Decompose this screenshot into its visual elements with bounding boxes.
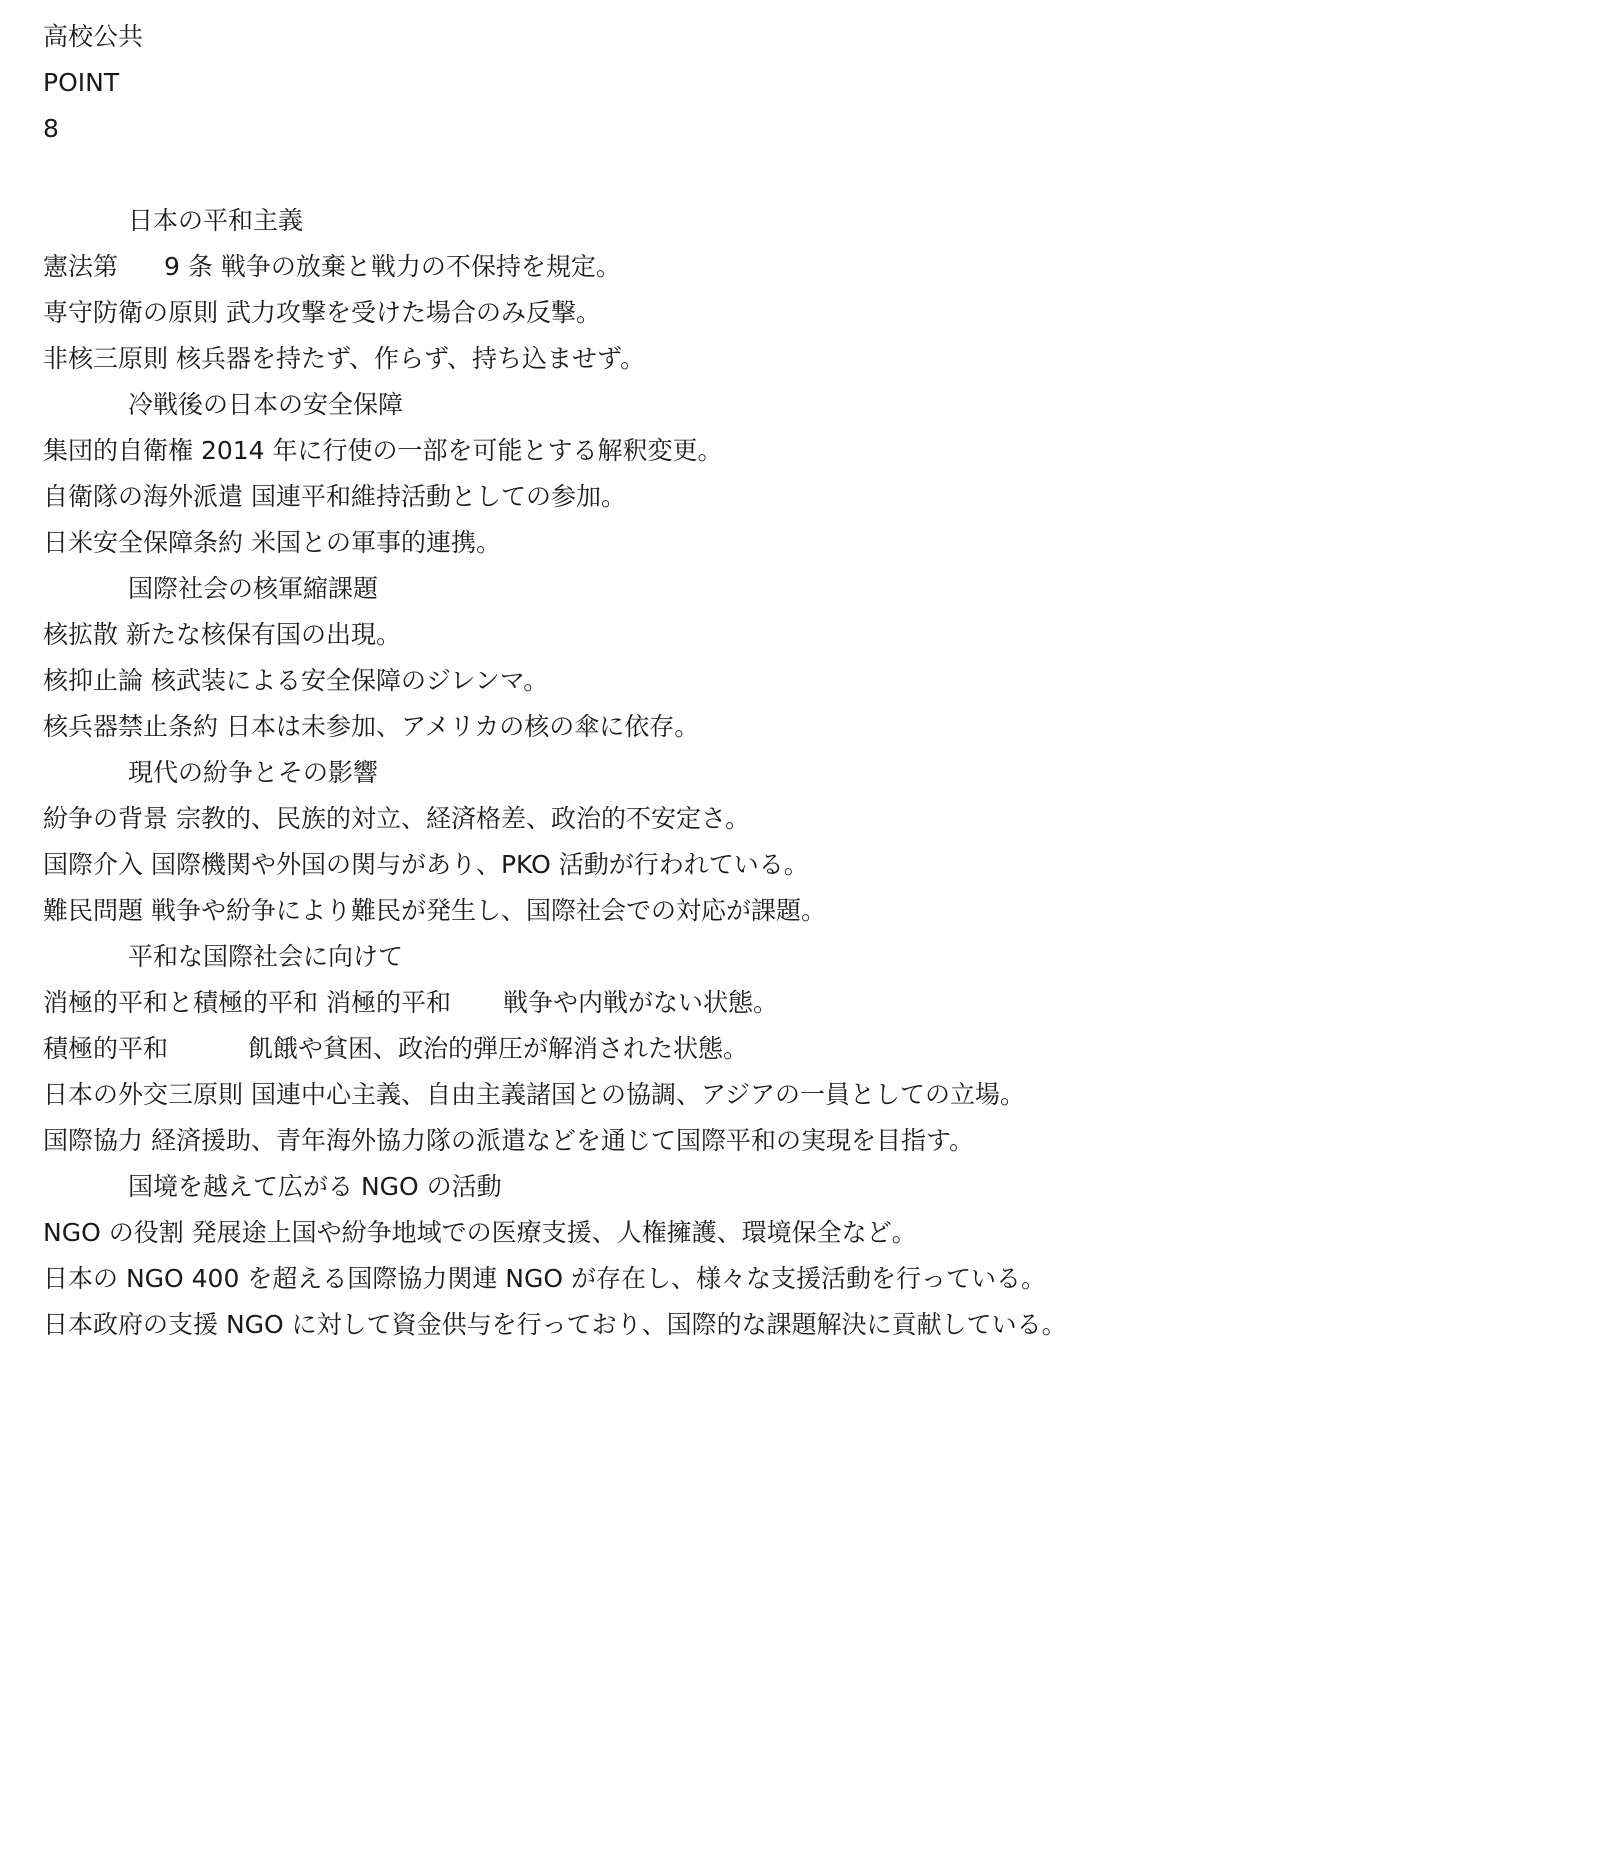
section-heading: 国境を越えて広がる NGO の活動: [128, 1172, 502, 1201]
item-term: 国際介入: [43, 850, 144, 879]
item-term: 集団的自衛権: [43, 436, 194, 465]
item-desc: 米国との軍事的連携。: [250, 528, 501, 557]
list-item: [43, 1302, 1563, 1348]
item-term: 非核三原則: [43, 344, 169, 373]
section-heading: 日本の平和主義: [128, 206, 304, 235]
blank-line: [43, 152, 1563, 198]
subject-label: 高校公共: [43, 22, 144, 51]
item-term: 9 条: [164, 252, 213, 281]
list-item: [43, 474, 1563, 520]
item-term: 日米安全保障条約: [43, 528, 244, 557]
section-heading: 冷戦後の日本の安全保障: [128, 390, 404, 419]
list-item: [43, 704, 1563, 750]
item-desc: 国連中心主義、自由主義諸国との協調、アジアの一員としての立場。: [250, 1080, 1025, 1109]
item-desc: 核武装による安全保障のジレンマ。: [150, 666, 549, 695]
item-term: 核兵器禁止条約: [43, 712, 219, 741]
item-term: 難民問題: [43, 896, 144, 925]
item-term: 核拡散: [43, 620, 119, 649]
item-desc: 日本は未参加、アメリカの核の傘に依存。: [225, 712, 700, 741]
list-item: [43, 1026, 1563, 1072]
list-item: [43, 796, 1563, 842]
item-desc: 400 を超える国際協力関連 NGO が存在し、様々な支援活動を行っている。: [191, 1264, 1046, 1293]
list-item: [43, 842, 1563, 888]
item-term: 専守防衛の原則: [43, 298, 219, 327]
list-item: [43, 336, 1563, 382]
item-desc: 戦争の放棄と戦力の不保持を規定。: [220, 252, 621, 281]
item-desc: NGO に対して資金供与を行っており、国際的な課題解決に貢献している。: [225, 1310, 1067, 1339]
item-desc: 経済援助、青年海外協力隊の派遣などを通じて国際平和の実現を目指す。: [150, 1126, 974, 1155]
item-desc: 国連平和維持活動としての参加。: [250, 482, 626, 511]
item-desc: 新たな核保有国の出現。: [125, 620, 401, 649]
list-item: [43, 1118, 1563, 1164]
point-label: POINT: [43, 68, 120, 97]
item-term: 憲法第: [43, 252, 119, 281]
list-item: [43, 244, 1563, 290]
item-desc: 2014 年に行使の一部を可能とする解釈変更。: [200, 436, 723, 465]
list-item: [43, 1210, 1563, 1256]
item-desc: 国際機関や外国の関与があり、PKO 活動が行われている。: [150, 850, 809, 879]
list-item: [43, 658, 1563, 704]
list-item: [43, 290, 1563, 336]
item-term: 積極的平和: [43, 1034, 169, 1063]
item-term: 日本政府の支援: [43, 1310, 219, 1339]
list-item: [43, 1256, 1563, 1302]
item-desc: 発展途上国や紛争地域での医療支援、人権擁護、環境保全など。: [191, 1218, 917, 1247]
list-item: [43, 888, 1563, 934]
list-item: [43, 1072, 1563, 1118]
item-desc: 武力攻撃を受けた場合のみ反撃。: [225, 298, 601, 327]
item-term: 日本の外交三原則: [43, 1080, 244, 1109]
point-number: 8: [43, 114, 59, 143]
list-item: [43, 980, 1563, 1026]
section-heading: 平和な国際社会に向けて: [128, 942, 404, 971]
section-heading: 国際社会の核軍縮課題: [128, 574, 379, 603]
item-term: NGO の役割: [43, 1218, 184, 1247]
item-subterm: 消極的平和: [325, 988, 451, 1017]
item-desc: 飢餓や貧困、政治的弾圧が解消された状態。: [248, 1034, 749, 1063]
list-item: [43, 612, 1563, 658]
item-desc: 宗教的、民族的対立、経済格差、政治的不安定さ。: [175, 804, 750, 833]
item-term: 紛争の背景: [43, 804, 169, 833]
item-desc: 核兵器を持たず、作らず、持ち込ませず。: [175, 344, 645, 373]
list-item: [43, 520, 1563, 566]
list-item: [43, 428, 1563, 474]
item-term: 自衛隊の海外派遣: [43, 482, 244, 511]
item-term: 日本の NGO: [43, 1264, 184, 1293]
item-term: 国際協力: [43, 1126, 144, 1155]
item-term: 消極的平和と積極的平和: [43, 988, 319, 1017]
item-desc: 戦争や内戦がない状態。: [502, 988, 778, 1017]
document-page: [43, 14, 1563, 1348]
item-term: 核抑止論: [43, 666, 144, 695]
item-desc: 戦争や紛争により難民が発生し、国際社会での対応が課題。: [150, 896, 826, 925]
section-heading: 現代の紛争とその影響: [128, 758, 379, 787]
